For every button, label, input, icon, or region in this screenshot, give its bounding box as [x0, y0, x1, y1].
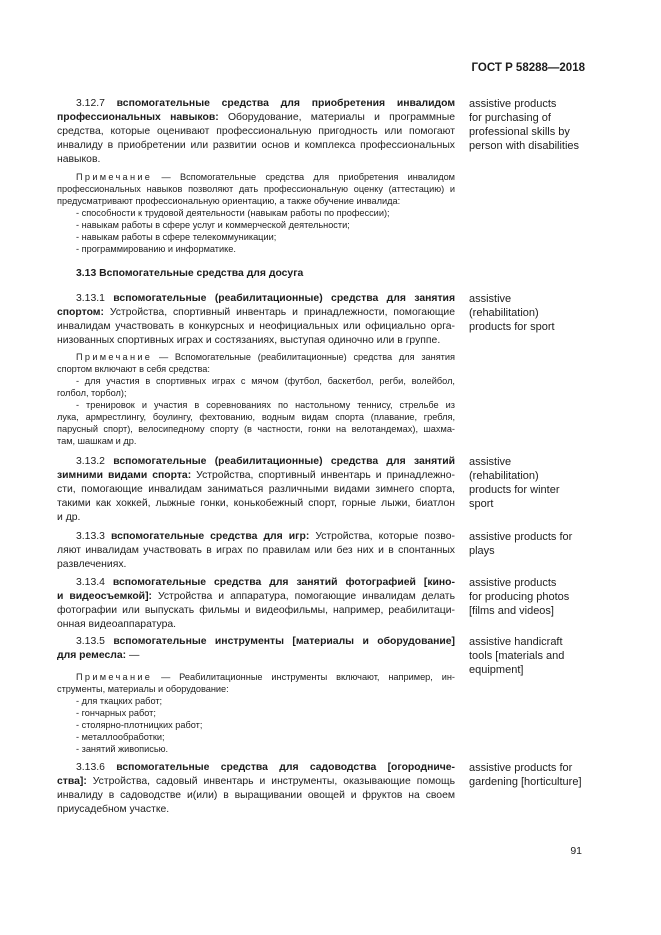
- paragraph: [57, 231, 455, 243]
- english-term-line: assistive products: [469, 98, 557, 110]
- text-line: [57, 635, 455, 649]
- text-line: [57, 306, 455, 320]
- text-line: [57, 618, 455, 632]
- english-term-line: assistive products for: [469, 531, 573, 543]
- text-line: [57, 649, 455, 663]
- text-run: — Вспомогательные (реабилитационные) средства для занятия: [152, 352, 455, 362]
- text-line: [57, 399, 455, 411]
- text-line: [57, 455, 455, 469]
- text-run: — Вспомогательные средства для приобретения инвалидом: [152, 172, 455, 182]
- russian-text: [57, 351, 455, 447]
- text-line: [57, 695, 455, 707]
- text-line: [57, 363, 455, 375]
- text-line: [57, 411, 455, 423]
- text-run: навыков.: [57, 154, 101, 165]
- russian-text: [57, 635, 455, 663]
- paragraph: [57, 375, 455, 399]
- text-run: Устройства, садовый инвентарь и инструменты, оказывающие помощь: [86, 776, 455, 787]
- text-run: там, шашкам и др.: [57, 436, 137, 446]
- english-term-line: (rehabilitation): [469, 307, 539, 319]
- text-run: - занятий живописью.: [76, 744, 169, 754]
- term-text: вспомогательные средства для занятий фотографией [кино-: [112, 577, 455, 588]
- text-run: профессиональных навыков позволяют дать профессиональную оценку (аттестацию) и: [57, 184, 455, 194]
- text-run: - для ткацких работ;: [76, 696, 163, 706]
- paragraph: [57, 219, 455, 231]
- text-line: [57, 243, 455, 255]
- english-equivalent: [469, 455, 559, 511]
- term-text: вспомогательные инструменты [материалы и оборудование]: [113, 636, 455, 647]
- english-equivalent: [469, 292, 555, 334]
- russian-text: [57, 761, 455, 817]
- text-line: [57, 743, 455, 755]
- text-line: [57, 544, 455, 558]
- text-line: [57, 207, 455, 219]
- text-run: Устройства, которые позво-: [309, 531, 455, 542]
- text-line: [57, 497, 455, 511]
- text-line: [57, 195, 455, 207]
- russian-text: [57, 267, 455, 281]
- term-text: и видеосъемкой]:: [57, 591, 152, 602]
- text-line: [57, 731, 455, 743]
- text-line: [57, 423, 455, 435]
- text-run: и др.: [57, 512, 81, 523]
- text-run: лука, армрестлингу, боулингу, фехтованию, водным видам спорта (плавание, гребля,: [57, 412, 455, 422]
- term-text: ства]:: [57, 776, 87, 787]
- english-term-line: gardening [horticulture]: [469, 776, 582, 788]
- term-text: зимними видами спорта:: [57, 470, 192, 481]
- text-run: Устройства, спортивный инвентарь и принадлежно-: [191, 470, 455, 481]
- text-line: [57, 576, 455, 590]
- text-line: [57, 334, 455, 348]
- english-term-line: for purchasing of: [469, 112, 551, 124]
- text-line: [57, 267, 455, 281]
- english-term-line: professional skills by: [469, 126, 570, 138]
- english-term-line: products for sport: [469, 321, 555, 333]
- text-line: [57, 435, 455, 447]
- paragraph: [57, 761, 455, 817]
- text-line: [57, 171, 455, 183]
- text-run: фотографии или выпускать фильмы и видеофильмы, например, реабилитаци-: [57, 605, 455, 616]
- english-term-line: equipment]: [469, 664, 524, 676]
- text-line: [57, 590, 455, 604]
- paragraph: [57, 267, 455, 281]
- english-term-line: assistive products: [469, 577, 557, 589]
- text-run: приусадебном участке.: [57, 804, 170, 815]
- text-line: [57, 719, 455, 731]
- paragraph: [57, 719, 455, 731]
- english-equivalent: [469, 576, 569, 618]
- text-run: - гончарных работ;: [76, 708, 156, 718]
- term-text: вспомогательные средства для садоводства [огородниче-: [116, 762, 456, 773]
- text-line: [57, 292, 455, 306]
- text-run: 3.13.3: [76, 531, 111, 542]
- text-line: [57, 125, 455, 139]
- text-run: - тренировок и участия в соревнованиях по настольному теннису, стрельбе из: [76, 400, 455, 410]
- text-run: голбол, торбол);: [57, 388, 127, 398]
- russian-text: [57, 530, 455, 572]
- paragraph: [57, 243, 455, 255]
- paragraph: [57, 671, 455, 695]
- paragraph: [57, 171, 455, 207]
- text-run: такими как хоккей, лыжные гонки, конькобежный спорт, горные лыжи, биатлон: [57, 498, 455, 509]
- text-run: 3.13.2: [76, 456, 114, 467]
- term-text: вспомогательные (реабилитационные) средства для занятия: [113, 293, 456, 304]
- paragraph: [57, 399, 455, 447]
- page-number: 91: [570, 845, 582, 857]
- text-run: - для участия в спортивных играх с мячом (футбол, баскетбол, регби, волейбол,: [76, 376, 455, 386]
- text-run: онная видеоаппаратура.: [57, 619, 177, 630]
- text-run: Устройства, спортивный инвентарь и принадлежности, помогающие: [103, 307, 455, 318]
- text-line: [57, 671, 455, 683]
- text-line: [57, 375, 455, 387]
- english-term-line: [films and videos]: [469, 605, 554, 617]
- text-line: [57, 707, 455, 719]
- note-label: Примечание: [76, 172, 153, 182]
- text-line: [57, 604, 455, 618]
- english-term-line: assistive: [469, 293, 512, 305]
- russian-text: [57, 576, 455, 632]
- term-text: вспомогательные средства для приобретения инвалидом: [116, 98, 456, 109]
- text-line: [57, 320, 455, 334]
- text-run: низованных спортивных играх и состязаниях, выступая одиночно или в группе.: [57, 335, 441, 346]
- text-run: - столярно-плотницких работ;: [76, 720, 203, 730]
- paragraph: [57, 455, 455, 525]
- english-equivalent: [469, 635, 564, 677]
- english-equivalent: [469, 97, 579, 153]
- text-run: - навыкам работы в сфере услуг и коммерческой деятельности;: [76, 220, 350, 230]
- text-line: [57, 219, 455, 231]
- text-line: [57, 530, 455, 544]
- text-run: струменты, материалы и оборудование:: [57, 684, 229, 694]
- text-run: - способности к трудовой деятельности (навыкам работы по профессии);: [76, 208, 390, 218]
- text-run: предусматривают профессиональную ориентацию, а также обучение инвалида:: [57, 196, 401, 206]
- text-run: Устройства и аппаратура, помогающие инвалидам делать: [151, 591, 455, 602]
- english-term-line: products for winter: [469, 484, 560, 496]
- text-run: 3.13.6: [76, 762, 117, 773]
- text-line: [57, 231, 455, 243]
- note-label: Примечание: [76, 672, 153, 682]
- text-line: [57, 153, 455, 167]
- english-term-line: assistive handicraft: [469, 636, 563, 648]
- text-run: Оборудование, материалы и программные: [218, 112, 455, 123]
- text-run: спортом включают в себя средства:: [57, 364, 210, 374]
- text-run: ляют инвалидам участвовать в играх по правилам или без них и в спонтанных: [57, 545, 455, 556]
- paragraph: [57, 695, 455, 707]
- paragraph: [57, 530, 455, 572]
- text-line: [57, 558, 455, 572]
- english-term-line: assistive products for: [469, 762, 573, 774]
- term-text: спортом:: [57, 307, 104, 318]
- term-text: для ремесла:: [57, 650, 127, 661]
- text-line: [57, 351, 455, 363]
- paragraph: [57, 351, 455, 375]
- english-term-line: person with disabilities: [469, 140, 580, 152]
- term-text: профессиональных навыков:: [57, 112, 219, 123]
- text-line: [57, 683, 455, 695]
- paragraph: [57, 576, 455, 632]
- russian-text: [57, 671, 455, 755]
- russian-text: [57, 455, 455, 525]
- term-text: 3.13 Вспомогательные средства для досуга: [76, 268, 304, 279]
- paragraph: [57, 743, 455, 755]
- text-run: —: [126, 650, 140, 661]
- text-line: [57, 789, 455, 803]
- text-run: 3.13.1: [76, 293, 114, 304]
- text-line: [57, 387, 455, 399]
- text-run: 3.12.7: [76, 98, 117, 109]
- english-term-line: plays: [469, 545, 495, 557]
- term-text: вспомогательные средства для игр:: [110, 531, 310, 542]
- english-term-line: for producing photos: [469, 591, 570, 603]
- text-line: [57, 139, 455, 153]
- paragraph: [57, 707, 455, 719]
- paragraph: [57, 731, 455, 743]
- text-run: — Реабилитационные инструменты включают, например, ин-: [152, 672, 455, 682]
- text-line: [57, 183, 455, 195]
- text-line: [57, 761, 455, 775]
- english-term-line: (rehabilitation): [469, 470, 539, 482]
- text-line: [57, 111, 455, 125]
- text-run: инвалиду в садоводстве и(или) в выращивании овощей и фруктов на своем: [57, 790, 455, 801]
- text-run: - металлообработки;: [76, 732, 165, 742]
- russian-text: [57, 97, 455, 167]
- russian-text: [57, 292, 455, 348]
- paragraph: [57, 292, 455, 348]
- text-line: [57, 97, 455, 111]
- term-text: вспомогательные (реабилитационные) средства для занятий: [113, 456, 456, 467]
- russian-text: [57, 171, 455, 255]
- standard-designation: ГОСТ Р 58288—2018: [471, 62, 585, 74]
- text-run: развлечениях.: [57, 559, 127, 570]
- text-run: - программированию и информатике.: [76, 244, 236, 254]
- text-run: сти, помогающие инвалидам заниматься различными видами зимнего спорта,: [57, 484, 455, 495]
- paragraph: [57, 97, 455, 167]
- text-line: [57, 803, 455, 817]
- paragraph: [57, 635, 455, 663]
- text-line: [57, 511, 455, 525]
- text-run: парусный спорт), велосипедному спорту (в частности, гонки на велотандемах), шахма-: [57, 424, 455, 434]
- english-term-line: sport: [469, 498, 494, 510]
- text-run: средства, которые оценивают профессиональную пригодность или помогают: [57, 126, 455, 137]
- english-equivalent: [469, 530, 572, 558]
- text-line: [57, 469, 455, 483]
- paragraph: [57, 207, 455, 219]
- text-line: [57, 775, 455, 789]
- english-term-line: assistive: [469, 456, 512, 468]
- note-label: Примечание: [76, 352, 153, 362]
- text-run: - навыкам работы в сфере телекоммуникации;: [76, 232, 277, 242]
- english-term-line: tools [materials and: [469, 650, 565, 662]
- text-line: [57, 483, 455, 497]
- text-run: 3.13.5: [76, 636, 114, 647]
- text-run: 3.13.4: [76, 577, 113, 588]
- text-run: инвалиду в приобретении или развитии основ и комплекса профессиональных: [57, 140, 455, 151]
- text-run: инвалидам участвовать в конкурсных и неофициальных или официально орга-: [57, 321, 455, 332]
- english-equivalent: [469, 761, 582, 789]
